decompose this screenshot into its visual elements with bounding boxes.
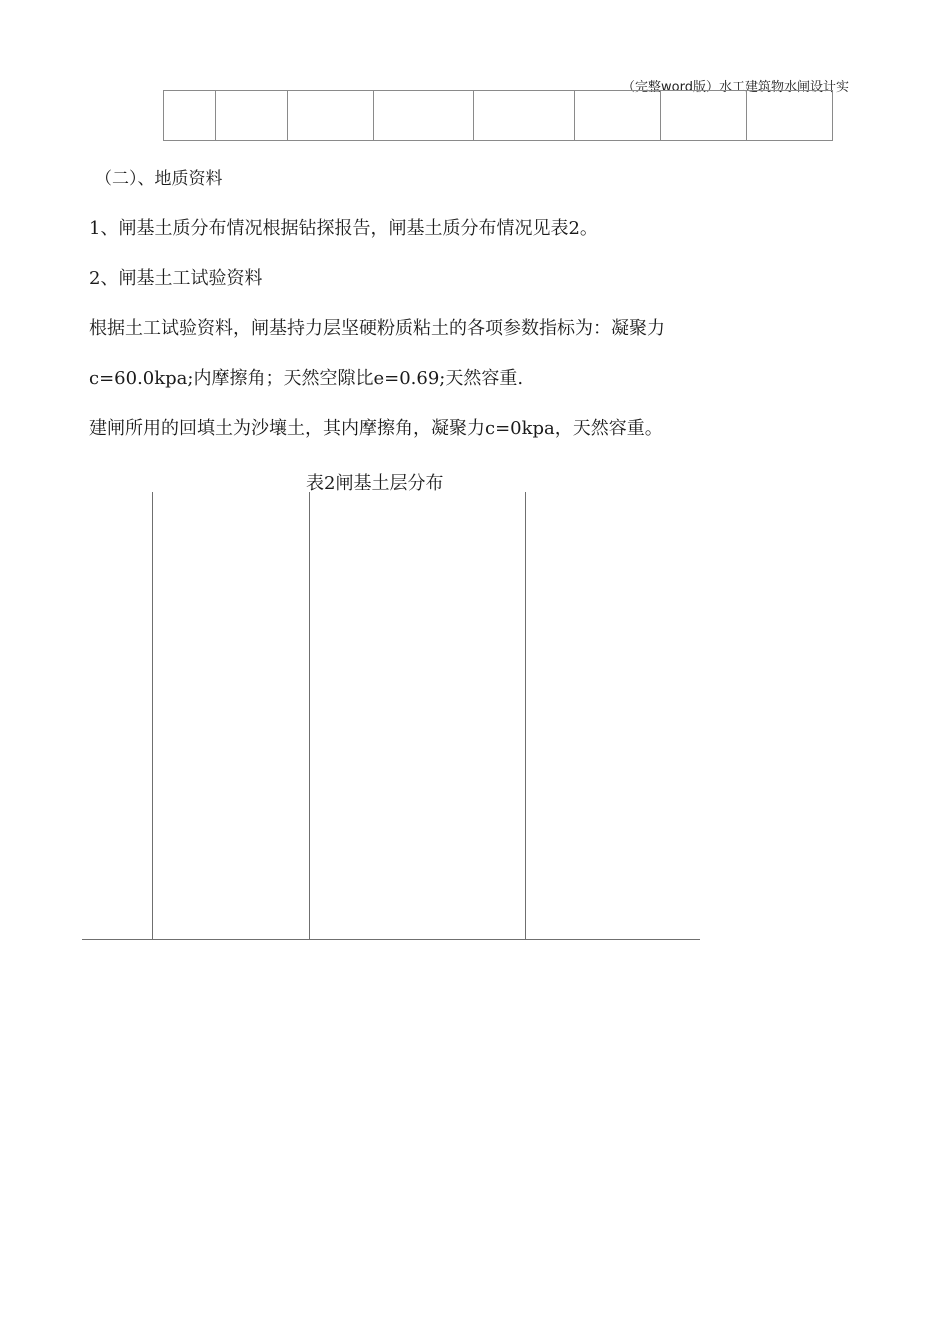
table-column-divider: [373, 91, 374, 140]
table-column-divider: [574, 91, 575, 140]
section-heading: （二）、地质资料: [95, 169, 223, 189]
table-2-column-divider: [309, 492, 310, 939]
table-2-column-divider: [152, 492, 153, 939]
page-header: （完整word版）水工建筑物水闸设计实: [622, 80, 849, 95]
paragraph-2: 建闸所用的回填土为沙壤土，其内摩擦角，凝聚力c=0kpa，天然容重。: [89, 418, 663, 439]
paragraph-1-line-2: c=60.0kpa;内摩擦角；天然空隙比e=0.69;天然容重.: [89, 368, 524, 389]
table-2-caption: 表2闸基土层分布: [306, 473, 444, 494]
table-column-divider: [660, 91, 661, 140]
table-column-divider: [215, 91, 216, 140]
table-column-divider: [746, 91, 747, 140]
table-column-divider: [287, 91, 288, 140]
table-column-divider: [473, 91, 474, 140]
table-2: [82, 492, 700, 940]
table-2-column-divider: [525, 492, 526, 939]
paragraph-1-line-1: 根据土工试验资料，闸基持力层坚硬粉质粘土的各项参数指标为：凝聚力: [89, 318, 665, 339]
item-1-text: 1、闸基土质分布情况根据钻探报告，闸基土质分布情况见表2。: [89, 218, 598, 239]
item-2-heading: 2、闸基土工试验资料: [89, 268, 263, 289]
top-table: [163, 90, 833, 141]
